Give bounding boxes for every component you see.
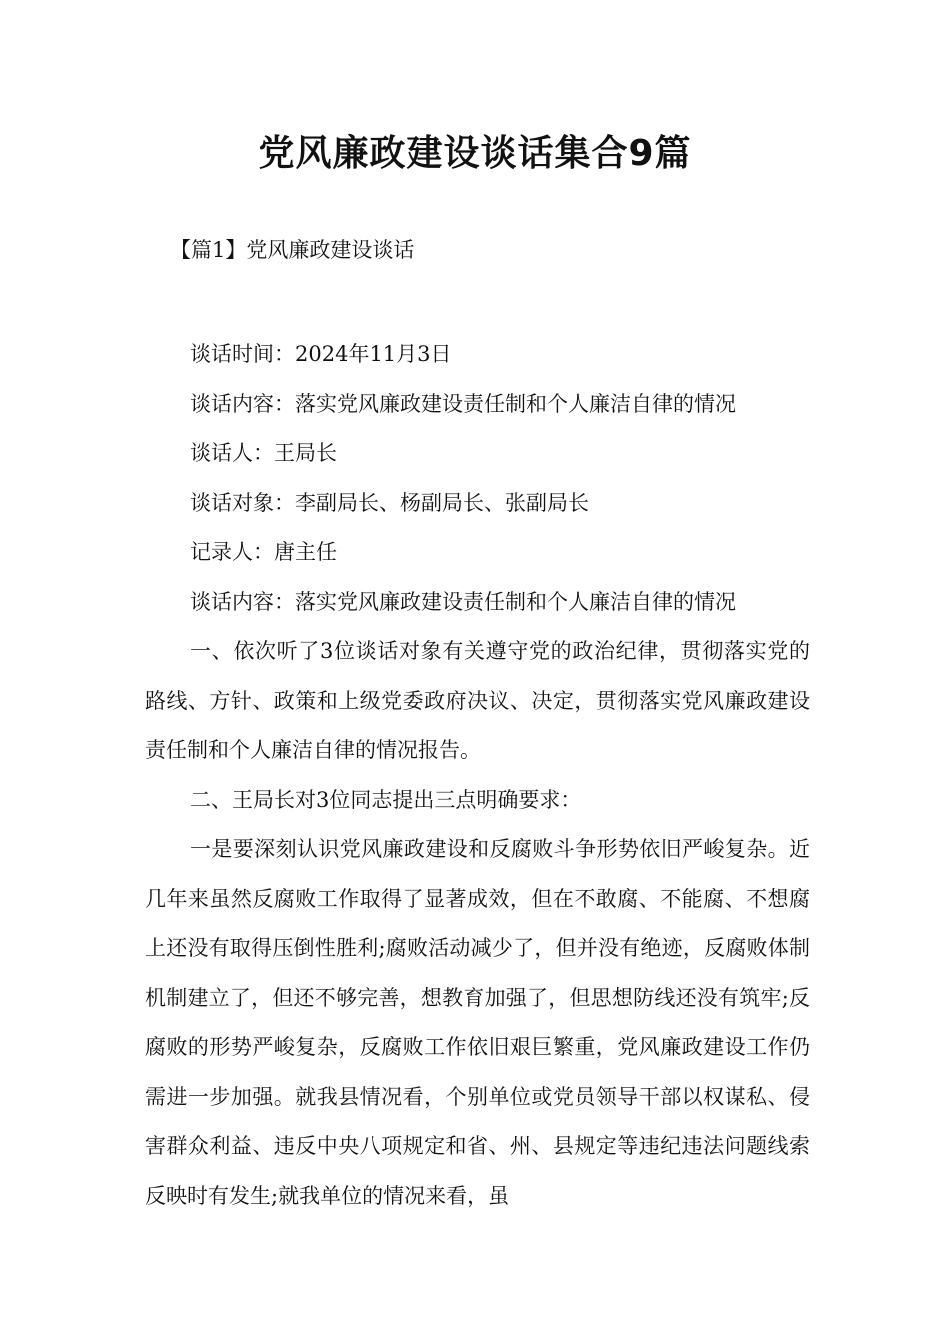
meta-line-audience: 谈话对象：李副局长、杨副局长、张副局长: [190, 490, 589, 515]
paragraph-3: 一是要深刻认识党风廉政建设和反腐败斗争形势依旧严峻复杂。近几年来虽然反腐败工作取得了显著成效，但在不敢腐、不能腐、不想腐上还没有取得压倒性胜利;腐败活动减少了，但并没有绝迹，反腐败体制机制建立了，但还不够完善，想教育加强了，但思想防线还没有筑牢;反腐败的形势严峻复杂，反腐败工作依旧艰巨繁重，党风廉政建设工作仍需进一步加强。就我县情况看，个别单位或党员领导干部以权谋私、侵害群众利益、违反中央八项规定和省、州、县规定等违纪违法问题线索反映时有发生;就我单位的情况来看，虽: [145, 837, 810, 1208]
paragraph-1: 一、依次听了3位谈话对象有关遵守党的政治纪律，贯彻落实党的路线、方针、政策和上级党委政府决议、决定，贯彻落实党风廉政建设责任制和个人廉洁自律的情况报告。: [145, 639, 810, 762]
meta-line-recorder: 记录人：唐主任: [190, 540, 337, 564]
paragraph-2: 二、王局长对3位同志提出三点明确要求：: [190, 787, 582, 812]
meta-line-content: 谈话内容：落实党风廉政建设责任制和个人廉洁自律的情况: [190, 391, 736, 416]
meta-line-content-repeat: 谈话内容：落实党风廉政建设责任制和个人廉洁自律的情况: [190, 589, 736, 614]
document-title: 党风廉政建设谈话集合9篇: [258, 133, 692, 174]
meta-line-speaker: 谈话人：王局长: [190, 441, 337, 465]
document-body: [145, 330, 810, 1221]
section-heading: 【篇1】党风廉政建设谈话: [170, 238, 415, 262]
meta-line-time: 谈话时间：2024年11月3日: [190, 342, 452, 366]
